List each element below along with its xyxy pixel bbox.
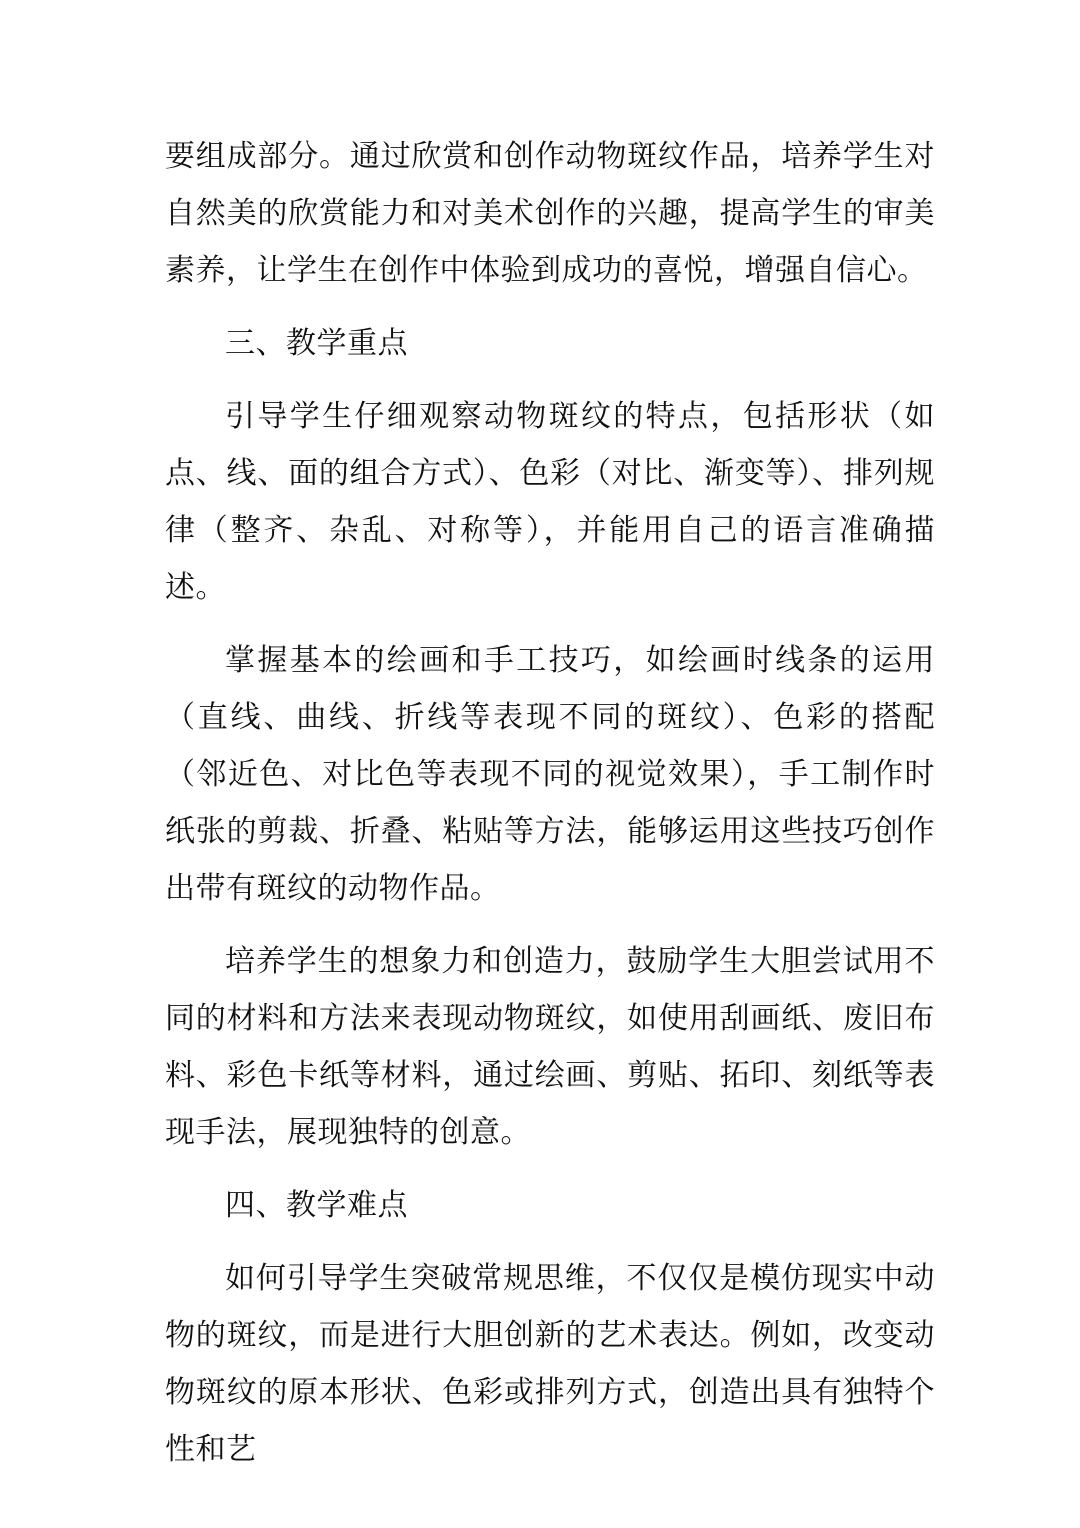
paragraph-key-points-3: 培养学生的想象力和创造力，鼓励学生大胆尝试用不同的材料和方法来表现动物斑纹，如使用刮画纸、废旧布料、彩色卡纸等材料，通过绘画、剪贴、拓印、刻纸等表现手法，展现独特的创意。: [165, 944, 935, 1150]
paragraph-key-points-1: 引导学生仔细观察动物斑纹的特点，包括形状（如点、线、面的组合方式）、色彩（对比、渐变等）、排列规律（整齐、杂乱、对称等），并能用自己的语言准确描述。: [165, 399, 935, 605]
paragraph-key-points-2: 掌握基本的绘画和手工技巧，如绘画时线条的运用（直线、曲线、折线等表现不同的斑纹）、色彩的搭配（邻近色、对比色等表现不同的视觉效果），手工制作时纸张的剪裁、折叠、粘贴等方法，能够运用这些技巧创作出带有斑纹的动物作品。: [165, 643, 935, 906]
heading-difficulties: 四、教学难点: [225, 1188, 408, 1223]
paragraph-difficulties-1: 如何引导学生突破常规思维，不仅仅是模仿现实中动物的斑纹，而是进行大胆创新的艺术表达。例如，改变动物斑纹的原本形状、色彩或排列方式，创造出具有独特个性和艺: [165, 1261, 935, 1467]
document-body: [165, 128, 935, 1494]
paragraph-intro: 要组成部分。通过欣赏和创作动物斑纹作品，培养学生对自然美的欣赏能力和对美术创作的兴趣，提高学生的审美素养，让学生在创作中体验到成功的喜悦，增强自信心。: [165, 139, 935, 288]
heading-key-points: 三、教学重点: [225, 326, 408, 361]
